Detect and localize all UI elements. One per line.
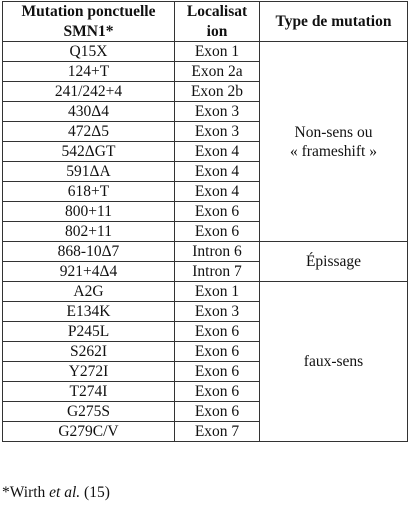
- cell-mutation: Y272I: [3, 362, 175, 382]
- cell-localisation: Exon 1: [175, 42, 260, 62]
- cell-localisation: Exon 6: [175, 342, 260, 362]
- cell-localisation: Exon 4: [175, 182, 260, 202]
- cell-mutation: A2G: [3, 282, 175, 302]
- cell-mutation: 868-10Δ7: [3, 242, 175, 262]
- header-type: [260, 2, 408, 42]
- cell-mutation: 124+T: [3, 62, 175, 82]
- table-row: [3, 242, 408, 262]
- cell-mutation-type: [260, 242, 408, 282]
- footnote-prefix: *Wirth: [2, 484, 50, 501]
- cell-mutation: P245L: [3, 322, 175, 342]
- cell-mutation: S262I: [3, 342, 175, 362]
- cell-localisation: Intron 7: [175, 262, 260, 282]
- cell-mutation: E134K: [3, 302, 175, 322]
- cell-mutation: 542ΔGT: [3, 142, 175, 162]
- cell-mutation: Q15X: [3, 42, 175, 62]
- cell-localisation: Exon 3: [175, 102, 260, 122]
- cell-mutation-type: [260, 42, 408, 242]
- cell-localisation: Exon 4: [175, 162, 260, 182]
- cell-mutation: G275S: [3, 402, 175, 422]
- cell-mutation: 591ΔA: [3, 162, 175, 182]
- cell-localisation: Exon 6: [175, 362, 260, 382]
- cell-localisation: Exon 4: [175, 142, 260, 162]
- cell-mutation: 802+11: [3, 222, 175, 242]
- header-localisation-label: Localisat ion: [186, 3, 248, 40]
- header-mutation-label: Mutation ponctuelle SMN1*: [21, 3, 156, 40]
- cell-localisation: Exon 2a: [175, 62, 260, 82]
- cell-mutation: 618+T: [3, 182, 175, 202]
- cell-localisation: Intron 6: [175, 242, 260, 262]
- cell-localisation: Exon 6: [175, 202, 260, 222]
- cell-localisation: Exon 3: [175, 302, 260, 322]
- cell-localisation: Exon 3: [175, 122, 260, 142]
- cell-mutation-type: [260, 282, 408, 442]
- cell-localisation: Exon 7: [175, 422, 260, 442]
- footnote-ref: (15): [80, 484, 110, 501]
- cell-mutation: G279C/V: [3, 422, 175, 442]
- table-row: [3, 282, 408, 302]
- cell-mutation: 430Δ4: [3, 102, 175, 122]
- header-localisation: [175, 2, 260, 42]
- footnote-etal: et al.: [49, 484, 81, 501]
- header-mutation: [3, 2, 175, 42]
- mutation-type-line: Épissage: [305, 253, 362, 270]
- table-row: [3, 42, 408, 62]
- cell-localisation: Exon 1: [175, 282, 260, 302]
- table-body: [3, 42, 408, 442]
- cell-localisation: Exon 2b: [175, 82, 260, 102]
- table-header-row: [3, 2, 408, 42]
- cell-mutation: 472Δ5: [3, 122, 175, 142]
- cell-localisation: Exon 6: [175, 222, 260, 242]
- cell-mutation: 800+11: [3, 202, 175, 222]
- mutation-table: [2, 1, 408, 442]
- mutation-type-line: « frameshift »: [290, 142, 377, 160]
- cell-localisation: Exon 6: [175, 382, 260, 402]
- mutation-type-line: Non-sens ou: [294, 123, 373, 141]
- footnote: [2, 484, 110, 502]
- cell-mutation: T274I: [3, 382, 175, 402]
- cell-localisation: Exon 6: [175, 402, 260, 422]
- cell-mutation: 241/242+4: [3, 82, 175, 102]
- cell-localisation: Exon 6: [175, 322, 260, 342]
- cell-mutation: 921+4Δ4: [3, 262, 175, 282]
- header-type-label: Type de mutation: [275, 12, 392, 30]
- mutation-type-line: faux-sens: [303, 353, 364, 370]
